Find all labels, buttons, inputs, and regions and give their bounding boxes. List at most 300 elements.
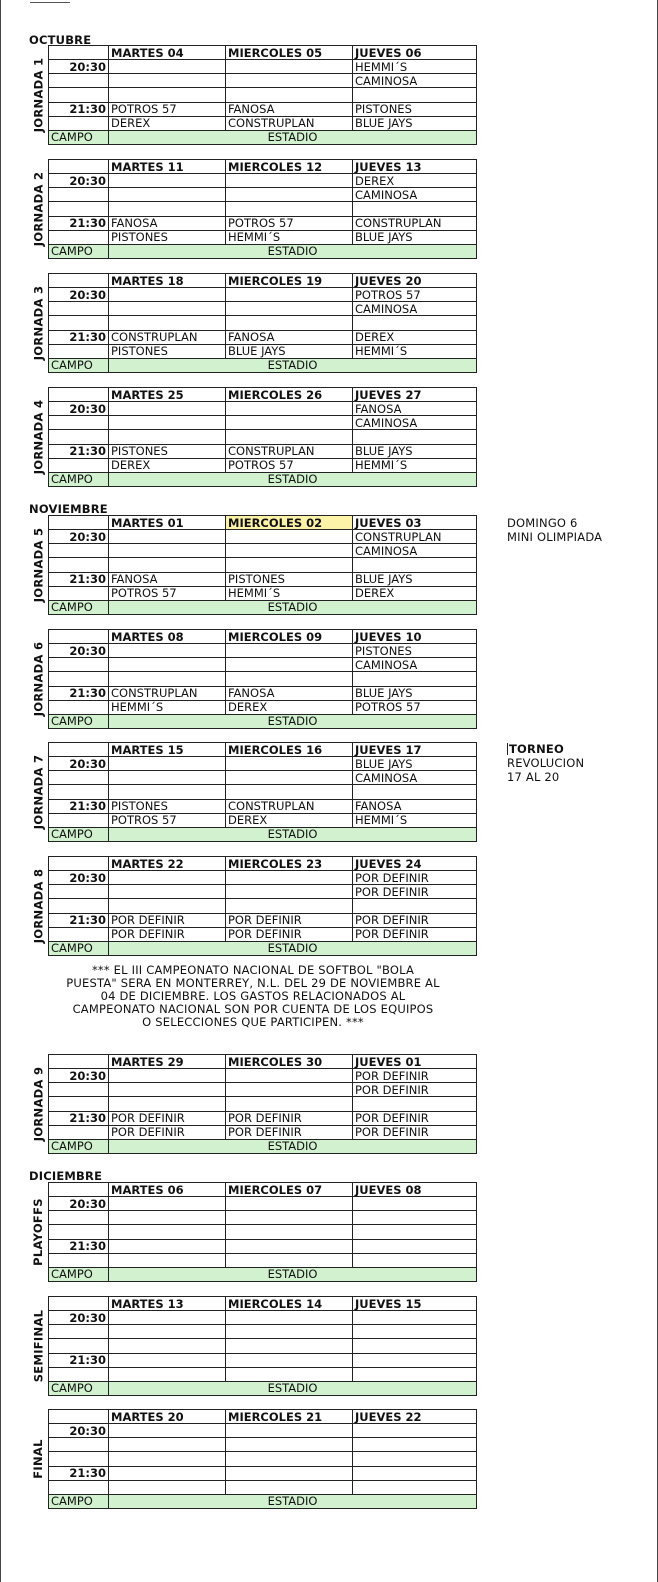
team-cell xyxy=(226,74,353,88)
table-row xyxy=(49,913,477,927)
table-row xyxy=(49,558,477,572)
table-row xyxy=(49,1097,477,1111)
team-cell xyxy=(109,1311,226,1325)
estadio-label: ESTADIO xyxy=(109,1381,477,1395)
table-row xyxy=(49,572,477,586)
day-header: MARTES 29 xyxy=(109,1055,226,1069)
team-cell xyxy=(226,402,353,416)
time-cell xyxy=(49,1480,109,1494)
time-cell: 20:30 xyxy=(49,757,109,771)
team-cell xyxy=(109,1438,226,1452)
team-cell: PISTONES xyxy=(109,230,226,244)
campo-row xyxy=(49,941,477,955)
table-row xyxy=(49,927,477,941)
team-cell xyxy=(226,785,353,799)
day-header-row xyxy=(49,274,477,288)
day-header: MIERCOLES 19 xyxy=(226,274,353,288)
corner-cell xyxy=(49,274,109,288)
team-cell xyxy=(226,899,353,913)
estadio-label: ESTADIO xyxy=(109,714,477,728)
team-cell xyxy=(226,316,353,330)
team-cell xyxy=(109,544,226,558)
team-cell xyxy=(109,1097,226,1111)
time-cell xyxy=(49,1125,109,1139)
team-cell xyxy=(353,1466,477,1480)
team-cell: CAMINOSA xyxy=(353,302,477,316)
notice-line: CAMPEONATO NACIONAL SON POR CUENTA DE LOS EQUIPOS xyxy=(72,1002,434,1016)
month-heading-noviembre: NOVIEMBRE xyxy=(29,502,108,516)
table-row xyxy=(49,885,477,899)
table-row xyxy=(49,1197,477,1211)
day-header: MIERCOLES 02 xyxy=(226,516,353,530)
corner-cell xyxy=(49,388,109,402)
schedule-block-6 xyxy=(28,629,476,729)
team-cell xyxy=(226,302,353,316)
team-cell xyxy=(226,1466,353,1480)
campo-label: CAMPO xyxy=(49,600,109,614)
table-row xyxy=(49,871,477,885)
team-cell: HEMMI´S xyxy=(353,60,477,74)
table-row xyxy=(49,1239,477,1253)
round-label-text: PLAYOFFS xyxy=(31,1198,45,1266)
team-cell xyxy=(226,1225,353,1239)
day-header-row xyxy=(49,516,477,530)
schedule-table xyxy=(48,1409,477,1509)
day-header: MARTES 15 xyxy=(109,743,226,757)
team-cell xyxy=(353,1325,477,1339)
team-cell: HEMMI´S xyxy=(109,700,226,714)
time-cell: 21:30 xyxy=(49,1466,109,1480)
round-label-text: JORNADA 2 xyxy=(31,171,45,247)
team-cell: DEREX xyxy=(353,586,477,600)
team-cell xyxy=(226,658,353,672)
team-cell: POR DEFINIR xyxy=(226,1125,353,1139)
schedule-table xyxy=(48,159,477,259)
team-cell xyxy=(109,1211,226,1225)
table-row xyxy=(49,1225,477,1239)
team-cell: HEMMI´S xyxy=(353,458,477,472)
corner-cell xyxy=(49,1410,109,1424)
estadio-label: ESTADIO xyxy=(109,941,477,955)
campo-label: CAMPO xyxy=(49,827,109,841)
team-cell xyxy=(109,757,226,771)
day-header: MARTES 25 xyxy=(109,388,226,402)
table-row xyxy=(49,230,477,244)
time-cell xyxy=(49,230,109,244)
schedule-table xyxy=(48,1182,477,1282)
team-cell xyxy=(226,885,353,899)
table-row xyxy=(49,672,477,686)
team-cell: BLUE JAYS xyxy=(353,757,477,771)
team-cell xyxy=(226,174,353,188)
team-cell xyxy=(109,1367,226,1381)
team-cell: CONSTRUPLAN xyxy=(109,686,226,700)
time-cell: 20:30 xyxy=(49,530,109,544)
campo-label: CAMPO xyxy=(49,1267,109,1281)
campo-row xyxy=(49,600,477,614)
day-header: JUEVES 27 xyxy=(353,388,477,402)
round-label xyxy=(28,1182,48,1282)
time-cell: 21:30 xyxy=(49,799,109,813)
time-cell xyxy=(49,302,109,316)
time-cell xyxy=(49,1211,109,1225)
team-cell xyxy=(353,1353,477,1367)
table-row xyxy=(49,1311,477,1325)
table-row xyxy=(49,1069,477,1083)
team-cell: HEMMI´S xyxy=(226,586,353,600)
team-cell: POR DEFINIR xyxy=(226,913,353,927)
time-cell: 20:30 xyxy=(49,1424,109,1438)
table-row xyxy=(49,530,477,544)
time-cell: 21:30 xyxy=(49,572,109,586)
time-cell xyxy=(49,771,109,785)
time-cell: 20:30 xyxy=(49,288,109,302)
championship-notice xyxy=(28,964,478,1029)
team-cell xyxy=(226,1480,353,1494)
team-cell: HEMMI´S xyxy=(353,813,477,827)
team-cell: POR DEFINIR xyxy=(109,1111,226,1125)
team-cell xyxy=(353,1225,477,1239)
table-row xyxy=(49,1466,477,1480)
time-cell: 21:30 xyxy=(49,216,109,230)
round-label xyxy=(28,1296,48,1396)
team-cell xyxy=(109,202,226,216)
team-cell: POR DEFINIR xyxy=(109,1125,226,1139)
day-header-row xyxy=(49,743,477,757)
team-cell xyxy=(109,1466,226,1480)
team-cell xyxy=(109,302,226,316)
schedule-block-2 xyxy=(28,159,476,259)
team-cell: DEREX xyxy=(109,458,226,472)
time-cell: 20:30 xyxy=(49,1311,109,1325)
team-cell: POR DEFINIR xyxy=(353,1069,477,1083)
day-header: MIERCOLES 16 xyxy=(226,743,353,757)
side-note-line: MINI OLIMPIADA xyxy=(507,530,603,544)
day-header-row xyxy=(49,46,477,60)
campo-row xyxy=(49,1267,477,1281)
time-cell: 20:30 xyxy=(49,1069,109,1083)
team-cell xyxy=(353,558,477,572)
team-cell xyxy=(226,416,353,430)
team-cell xyxy=(353,316,477,330)
team-cell xyxy=(109,1480,226,1494)
team-cell xyxy=(353,1197,477,1211)
table-row xyxy=(49,899,477,913)
day-header-row xyxy=(49,1055,477,1069)
table-row xyxy=(49,430,477,444)
team-cell: POTROS 57 xyxy=(353,288,477,302)
team-cell xyxy=(353,1239,477,1253)
table-row xyxy=(49,1438,477,1452)
team-cell xyxy=(353,1424,477,1438)
team-cell xyxy=(109,885,226,899)
team-cell xyxy=(109,402,226,416)
time-cell xyxy=(49,316,109,330)
campo-row xyxy=(49,1139,477,1153)
round-label-text: JORNADA 3 xyxy=(31,285,45,361)
campo-label: CAMPO xyxy=(49,472,109,486)
team-cell xyxy=(109,188,226,202)
day-header: JUEVES 03 xyxy=(353,516,477,530)
table-row xyxy=(49,302,477,316)
table-row xyxy=(49,1339,477,1353)
team-cell xyxy=(109,1253,226,1267)
team-cell xyxy=(109,1452,226,1466)
team-cell: CONSTRUPLAN xyxy=(226,799,353,813)
day-header: MIERCOLES 09 xyxy=(226,630,353,644)
schedule-block-12 xyxy=(28,1409,476,1509)
team-cell: CAMINOSA xyxy=(353,544,477,558)
round-label-text: JORNADA 7 xyxy=(31,754,45,830)
round-label-text: JORNADA 6 xyxy=(31,641,45,717)
time-cell: 21:30 xyxy=(49,1239,109,1253)
campo-row xyxy=(49,130,477,144)
campo-row xyxy=(49,1494,477,1508)
team-cell xyxy=(109,530,226,544)
team-cell: POTROS 57 xyxy=(109,813,226,827)
campo-label: CAMPO xyxy=(49,714,109,728)
time-cell xyxy=(49,672,109,686)
schedule-table xyxy=(48,1054,477,1154)
team-cell: HEMMI´S xyxy=(353,344,477,358)
table-row xyxy=(49,1325,477,1339)
team-cell: DEREX xyxy=(109,116,226,130)
time-cell xyxy=(49,344,109,358)
table-row xyxy=(49,444,477,458)
team-cell xyxy=(226,1069,353,1083)
time-cell xyxy=(49,74,109,88)
estadio-label: ESTADIO xyxy=(109,358,477,372)
table-row xyxy=(49,330,477,344)
team-cell: BLUE JAYS xyxy=(353,686,477,700)
table-row xyxy=(49,771,477,785)
team-cell: BLUE JAYS xyxy=(353,116,477,130)
team-cell: DEREX xyxy=(353,174,477,188)
day-header: MIERCOLES 14 xyxy=(226,1297,353,1311)
team-cell xyxy=(353,1097,477,1111)
team-cell xyxy=(109,1069,226,1083)
team-cell: POR DEFINIR xyxy=(353,1111,477,1125)
team-cell xyxy=(226,1325,353,1339)
time-cell xyxy=(49,1438,109,1452)
campo-row xyxy=(49,1381,477,1395)
table-row xyxy=(49,1111,477,1125)
team-cell xyxy=(226,544,353,558)
campo-label: CAMPO xyxy=(49,1139,109,1153)
time-cell xyxy=(49,1225,109,1239)
team-cell xyxy=(109,60,226,74)
team-cell xyxy=(109,644,226,658)
team-cell xyxy=(226,558,353,572)
team-cell xyxy=(353,1211,477,1225)
time-cell xyxy=(49,430,109,444)
team-cell xyxy=(226,430,353,444)
team-cell xyxy=(226,1239,353,1253)
campo-label: CAMPO xyxy=(49,244,109,258)
time-cell xyxy=(49,88,109,102)
time-cell xyxy=(49,558,109,572)
table-row xyxy=(49,60,477,74)
day-header-row xyxy=(49,160,477,174)
table-row xyxy=(49,586,477,600)
team-cell xyxy=(109,1424,226,1438)
table-row xyxy=(49,116,477,130)
team-cell xyxy=(226,1353,353,1367)
day-header: MARTES 08 xyxy=(109,630,226,644)
side-note-line: DOMINGO 6 xyxy=(507,516,578,530)
team-cell: POTROS 57 xyxy=(226,216,353,230)
time-cell xyxy=(49,1325,109,1339)
schedule-table xyxy=(48,742,477,842)
corner-cell xyxy=(49,46,109,60)
team-cell: FANOSA xyxy=(109,572,226,586)
estadio-label: ESTADIO xyxy=(109,1139,477,1153)
team-cell: BLUE JAYS xyxy=(353,572,477,586)
schedule-block-3 xyxy=(28,273,476,373)
team-cell: POR DEFINIR xyxy=(353,927,477,941)
day-header: MIERCOLES 12 xyxy=(226,160,353,174)
corner-cell xyxy=(49,160,109,174)
time-cell: 20:30 xyxy=(49,644,109,658)
team-cell xyxy=(109,74,226,88)
day-header: MIERCOLES 30 xyxy=(226,1055,353,1069)
notice-line: O SELECCIONES QUE PARTICIPEN. *** xyxy=(142,1015,364,1029)
team-cell: POR DEFINIR xyxy=(109,927,226,941)
table-row xyxy=(49,799,477,813)
team-cell: BLUE JAYS xyxy=(353,444,477,458)
day-header: MARTES 01 xyxy=(109,516,226,530)
day-header-row xyxy=(49,388,477,402)
team-cell xyxy=(109,1083,226,1097)
time-cell: 21:30 xyxy=(49,1111,109,1125)
team-cell xyxy=(353,1438,477,1452)
day-header: JUEVES 13 xyxy=(353,160,477,174)
team-cell: POR DEFINIR xyxy=(353,913,477,927)
team-cell: PISTONES xyxy=(353,644,477,658)
table-row xyxy=(49,1083,477,1097)
table-row xyxy=(49,686,477,700)
time-cell xyxy=(49,885,109,899)
team-cell: POR DEFINIR xyxy=(109,913,226,927)
round-label-text: JORNADA 4 xyxy=(31,399,45,475)
corner-cell xyxy=(49,630,109,644)
team-cell xyxy=(226,1097,353,1111)
notice-line: *** EL III CAMPEONATO NACIONAL DE SOFTBOL "BOLA xyxy=(91,963,415,977)
time-cell: 20:30 xyxy=(49,871,109,885)
schedule-block-9 xyxy=(28,1054,476,1154)
team-cell xyxy=(226,1311,353,1325)
table-row xyxy=(49,402,477,416)
team-cell xyxy=(226,202,353,216)
day-header: MIERCOLES 23 xyxy=(226,857,353,871)
table-row xyxy=(49,288,477,302)
team-cell xyxy=(109,1353,226,1367)
estadio-label: ESTADIO xyxy=(109,1494,477,1508)
team-cell xyxy=(226,288,353,302)
time-cell xyxy=(49,586,109,600)
team-cell: CONSTRUPLAN xyxy=(353,530,477,544)
time-cell xyxy=(49,927,109,941)
table-row xyxy=(49,316,477,330)
table-row xyxy=(49,1452,477,1466)
notice-line: PUESTA" SERA EN MONTERREY, N.L. DEL 29 DE NOVIEMBRE AL xyxy=(66,976,440,990)
table-row xyxy=(49,202,477,216)
table-row xyxy=(49,416,477,430)
team-cell xyxy=(109,316,226,330)
time-cell xyxy=(49,202,109,216)
schedule-block-10 xyxy=(28,1182,476,1282)
table-row xyxy=(49,74,477,88)
side-note-mini-olimpiada xyxy=(507,516,602,544)
team-cell xyxy=(226,530,353,544)
campo-row xyxy=(49,714,477,728)
team-cell xyxy=(226,1438,353,1452)
campo-row xyxy=(49,472,477,486)
table-row xyxy=(49,458,477,472)
team-cell xyxy=(226,1083,353,1097)
round-label-text: FINAL xyxy=(31,1439,45,1479)
day-header: JUEVES 06 xyxy=(353,46,477,60)
team-cell xyxy=(226,771,353,785)
table-row xyxy=(49,102,477,116)
day-header-row xyxy=(49,1410,477,1424)
schedule-table xyxy=(48,1296,477,1396)
day-header: JUEVES 10 xyxy=(353,630,477,644)
round-label-text: JORNADA 5 xyxy=(31,527,45,603)
time-cell xyxy=(49,1253,109,1267)
team-cell xyxy=(353,785,477,799)
table-row xyxy=(49,1480,477,1494)
team-cell: FANOSA xyxy=(226,330,353,344)
estadio-label: ESTADIO xyxy=(109,827,477,841)
team-cell xyxy=(109,288,226,302)
time-cell xyxy=(49,1097,109,1111)
team-cell: FANOSA xyxy=(226,102,353,116)
team-cell xyxy=(353,88,477,102)
round-label-text: JORNADA 8 xyxy=(31,868,45,944)
notice-line: 04 DE DICIEMBRE. LOS GASTOS RELACIONADOS AL xyxy=(100,989,406,1003)
table-row xyxy=(49,88,477,102)
team-cell: POR DEFINIR xyxy=(226,1111,353,1125)
team-cell: POTROS 57 xyxy=(226,458,353,472)
time-cell: 21:30 xyxy=(49,444,109,458)
team-cell xyxy=(109,658,226,672)
team-cell: FANOSA xyxy=(353,402,477,416)
schedule-block-1 xyxy=(28,45,476,145)
round-label-text: JORNADA 9 xyxy=(31,1066,45,1142)
team-cell xyxy=(353,1339,477,1353)
table-row xyxy=(49,1253,477,1267)
team-cell xyxy=(226,1211,353,1225)
campo-label: CAMPO xyxy=(49,130,109,144)
round-label xyxy=(28,1409,48,1509)
team-cell xyxy=(109,899,226,913)
team-cell xyxy=(109,558,226,572)
day-header: JUEVES 24 xyxy=(353,857,477,871)
table-row xyxy=(49,1125,477,1139)
day-header: JUEVES 22 xyxy=(353,1410,477,1424)
schedule-table xyxy=(48,515,477,615)
table-row xyxy=(49,174,477,188)
corner-cell xyxy=(49,857,109,871)
team-cell: POTROS 57 xyxy=(353,700,477,714)
team-cell xyxy=(353,430,477,444)
time-cell xyxy=(49,458,109,472)
table-row xyxy=(49,1353,477,1367)
team-cell xyxy=(226,188,353,202)
day-header: MIERCOLES 07 xyxy=(226,1183,353,1197)
table-row xyxy=(49,700,477,714)
